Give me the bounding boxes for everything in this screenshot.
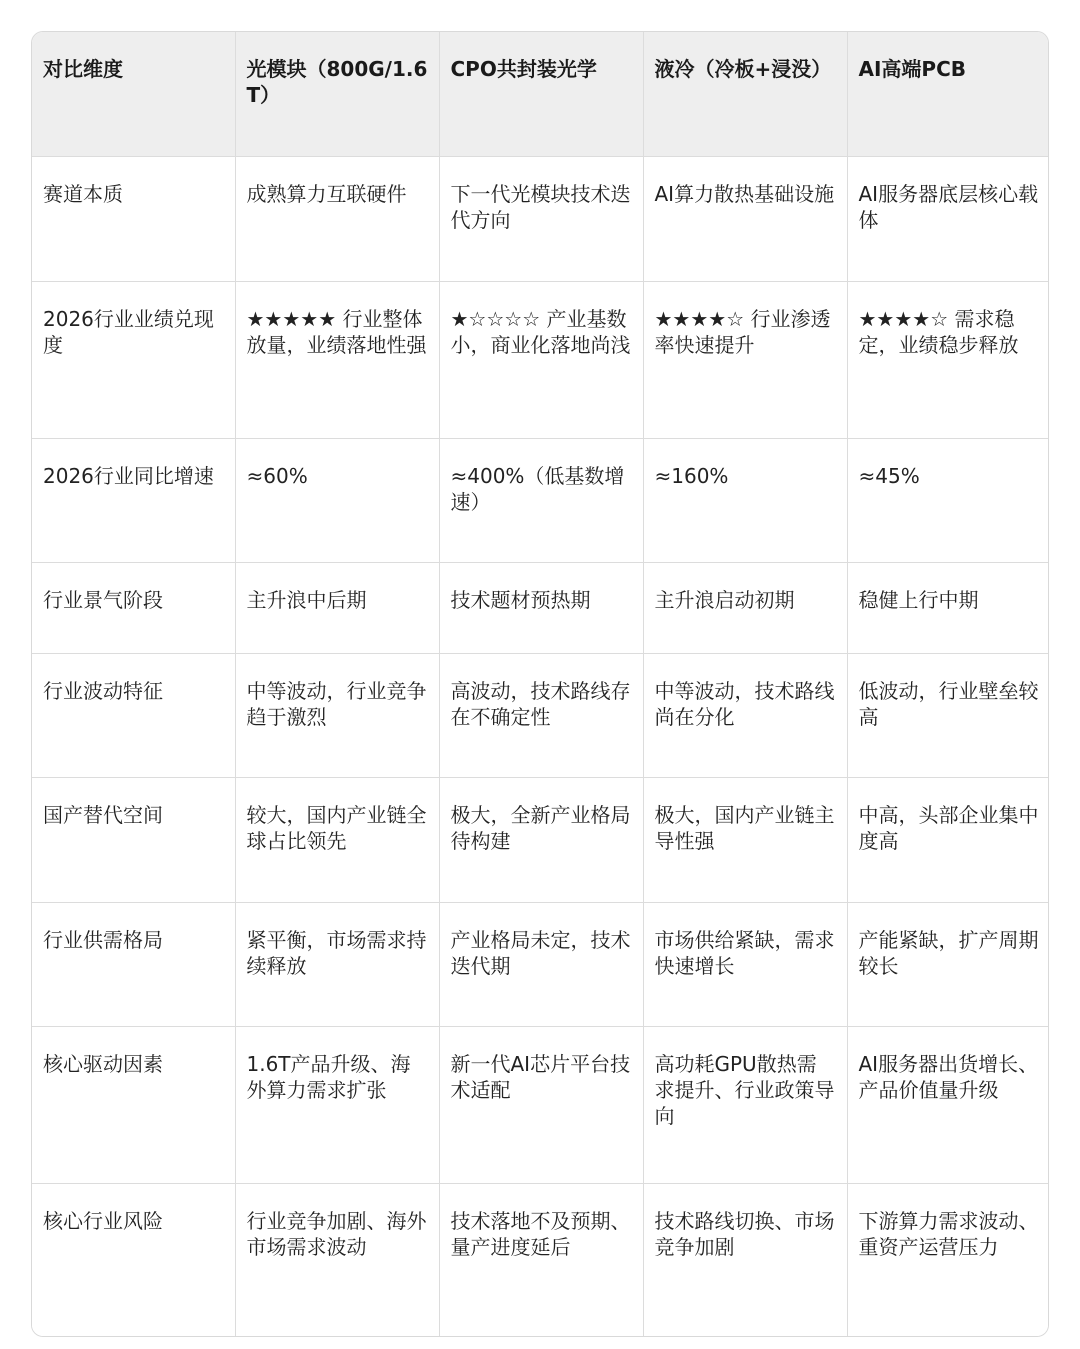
row-label: 行业供需格局 [32,902,235,1026]
table-cell: 低波动，行业壁垒较高 [847,653,1049,777]
table-cell: 技术题材预热期 [439,562,643,653]
table-cell: 技术路线切换、市场竞争加剧 [643,1183,847,1337]
table-cell: ≈45% [847,438,1049,562]
table-cell: 中高，头部企业集中度高 [847,777,1049,902]
header-cpo: CPO共封装光学 [439,32,643,156]
table-cell: 市场供给紧缺，需求快速增长 [643,902,847,1026]
row-label: 核心驱动因素 [32,1026,235,1183]
table-row [32,1026,1049,1183]
comparison-table [32,32,1049,1337]
table-cell: 高波动，技术路线存在不确定性 [439,653,643,777]
row-label: 行业景气阶段 [32,562,235,653]
table-cell: 中等波动，行业竞争趋于激烈 [235,653,439,777]
table-cell: 新一代AI芯片平台技术适配 [439,1026,643,1183]
row-label: 2026行业同比增速 [32,438,235,562]
table-row [32,281,1049,438]
row-label: 赛道本质 [32,156,235,281]
table-row [32,562,1049,653]
table-cell: 主升浪中后期 [235,562,439,653]
table-cell: 下一代光模块技术迭代方向 [439,156,643,281]
row-label: 国产替代空间 [32,777,235,902]
table-cell: 产能紧缺，扩产周期较长 [847,902,1049,1026]
table-cell: ★★★★☆ 需求稳定，业绩稳步释放 [847,281,1049,438]
table-cell: 技术落地不及预期、量产进度延后 [439,1183,643,1337]
table-cell: AI服务器出货增长、产品价值量升级 [847,1026,1049,1183]
table-cell: AI算力散热基础设施 [643,156,847,281]
header-row [32,32,1049,156]
table-cell: ≈160% [643,438,847,562]
table-row [32,902,1049,1026]
table-cell: ★☆☆☆☆ 产业基数小，商业化落地尚浅 [439,281,643,438]
table-cell: 下游算力需求波动、重资产运营压力 [847,1183,1049,1337]
table-cell: 较大，国内产业链全球占比领先 [235,777,439,902]
table-cell: 中等波动，技术路线尚在分化 [643,653,847,777]
table-cell: 产业格局未定，技术迭代期 [439,902,643,1026]
row-label: 核心行业风险 [32,1183,235,1337]
table-row [32,438,1049,562]
table-cell: ≈60% [235,438,439,562]
header-liquid-cooling: 液冷（冷板+浸没） [643,32,847,156]
table-cell: 行业竞争加剧、海外市场需求波动 [235,1183,439,1337]
header-ai-pcb: AI高端PCB [847,32,1049,156]
comparison-table-container [31,31,1049,1337]
table-cell: 稳健上行中期 [847,562,1049,653]
row-label: 2026行业业绩兑现度 [32,281,235,438]
table-cell: 极大，国内产业链主导性强 [643,777,847,902]
table-row [32,1183,1049,1337]
table-row [32,777,1049,902]
table-row [32,156,1049,281]
table-cell: 紧平衡，市场需求持续释放 [235,902,439,1026]
table-cell: ★★★★★ 行业整体放量，业绩落地性强 [235,281,439,438]
table-body [32,156,1049,1337]
table-cell: 高功耗GPU散热需求提升、行业政策导向 [643,1026,847,1183]
header-optical-module: 光模块（800G/1.6T） [235,32,439,156]
table-cell: 主升浪启动初期 [643,562,847,653]
table-row [32,653,1049,777]
header-dimension: 对比维度 [32,32,235,156]
table-cell: 1.6T产品升级、海外算力需求扩张 [235,1026,439,1183]
table-cell: 成熟算力互联硬件 [235,156,439,281]
table-header [32,32,1049,156]
table-cell: ★★★★☆ 行业渗透率快速提升 [643,281,847,438]
table-cell: 极大，全新产业格局待构建 [439,777,643,902]
row-label: 行业波动特征 [32,653,235,777]
table-cell: ≈400%（低基数增速） [439,438,643,562]
table-cell: AI服务器底层核心载体 [847,156,1049,281]
